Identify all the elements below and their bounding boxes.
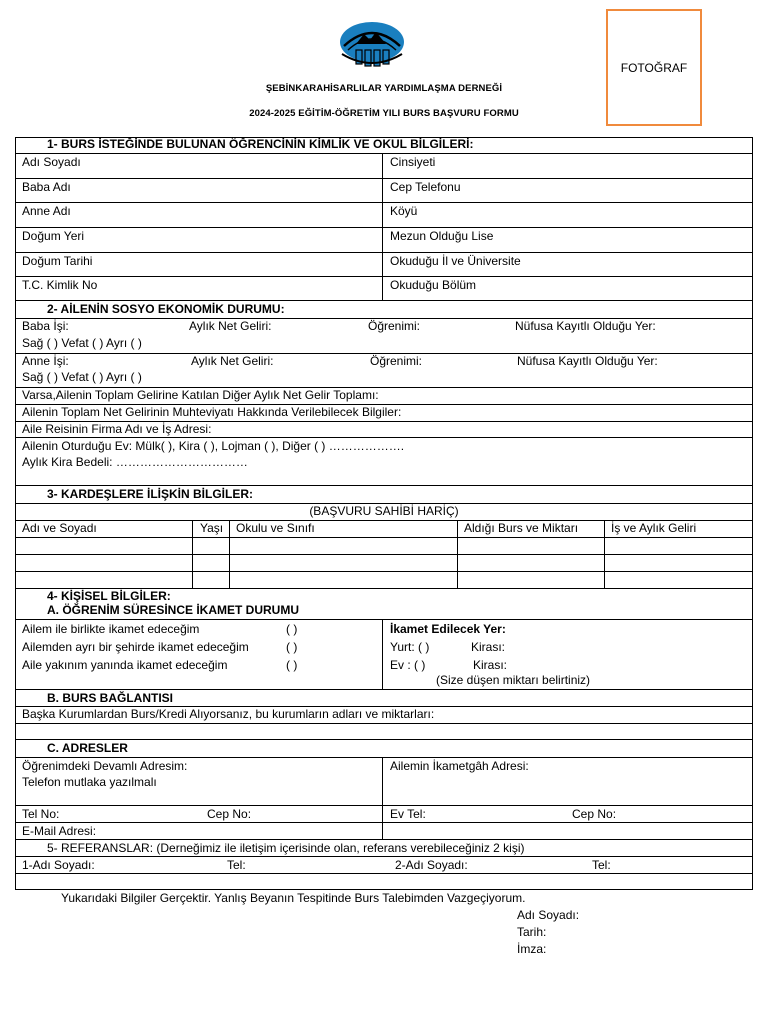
s5-title: 5- REFERANSLAR: (Derneğimiz ile iletişim içerisinde olan, referans verebileceğiniz 2 kişi) bbox=[47, 841, 525, 855]
income-info-row[interactable] bbox=[15, 404, 753, 421]
cep-label: Cep No: bbox=[207, 807, 252, 821]
mother-income-label: Aylık Net Geliri: bbox=[191, 354, 274, 368]
father-education-label: Öğrenimi: bbox=[368, 319, 421, 333]
residence-options: Ailenin Oturduğu Ev: Mülk( ), Kira ( ), Lojman ( ), Diğer ( ) ………………. bbox=[22, 439, 405, 453]
opt-with-relative-check[interactable]: ( ) bbox=[286, 658, 298, 672]
s4a-title-row bbox=[15, 604, 753, 619]
cep2-label: Cep No: bbox=[572, 807, 617, 821]
dorm-rent-label: Kirası: bbox=[471, 640, 506, 654]
photo-label: FOTOĞRAF bbox=[620, 60, 688, 75]
income-info-label: Ailenin Toplam Net Gelirinin Muhteviyatı Hakkında Verilebilecek Bilgiler: bbox=[22, 405, 402, 419]
father-status-options: Sağ ( ) Vefat ( ) Ayrı ( ) bbox=[22, 336, 142, 350]
sibling-row[interactable] bbox=[15, 537, 753, 554]
phone-row[interactable] bbox=[15, 805, 753, 822]
father-registry-label: Nüfusa Kayıtlı Olduğu Yer: bbox=[515, 319, 656, 333]
house-rent-label: Kirası: bbox=[473, 658, 508, 672]
residence-status-block[interactable] bbox=[15, 619, 753, 689]
mother-registry-label: Nüfusa Kayıtlı Olduğu Yer: bbox=[517, 354, 658, 368]
mother-job-label: Anne İşi: bbox=[22, 354, 69, 368]
sibling-row[interactable] bbox=[15, 571, 753, 588]
tel-label: Tel No: bbox=[22, 807, 60, 821]
s1-label: Baba Adı bbox=[22, 180, 71, 194]
opt-with-family-check[interactable]: ( ) bbox=[286, 622, 298, 636]
date-label: Tarih: bbox=[517, 925, 547, 939]
s1-label: Mezun Olduğu Lise bbox=[390, 229, 494, 243]
reference-blank-row[interactable] bbox=[15, 873, 753, 890]
s1-title-row bbox=[15, 137, 753, 153]
s1-label: Doğum Yeri bbox=[22, 229, 85, 243]
dorm-option[interactable]: Yurt: ( ) bbox=[390, 640, 430, 654]
s1-row[interactable] bbox=[15, 153, 753, 178]
head-address-row[interactable] bbox=[15, 421, 753, 437]
s2-title: 2- AİLENİN SOSYO EKONOMİK DURUMU: bbox=[47, 302, 285, 316]
association-logo-icon bbox=[338, 20, 406, 72]
phone-required-note: Telefon mutlaka yazılmalı bbox=[22, 775, 157, 789]
s3-subtitle-row bbox=[15, 503, 753, 520]
opt-with-family: Ailem ile birlikte ikamet edeceğim bbox=[22, 622, 200, 636]
scholarship-label: Başka Kurumlardan Burs/Kredi Alıyorsanız, bu kurumların adları ve miktarları: bbox=[22, 707, 435, 721]
org-name: ŞEBİNKARAHİSARLILAR YARDIMLAŞMA DERNEĞİ bbox=[265, 83, 503, 94]
s1-label: Anne Adı bbox=[22, 204, 71, 218]
s1-row[interactable] bbox=[15, 276, 753, 300]
other-income-label: Varsa,Ailenin Toplam Gelirine Katılan Diğer Aylık Net Gelir Toplamı: bbox=[22, 388, 379, 402]
father-income-label: Aylık Net Geliri: bbox=[189, 319, 272, 333]
home-tel-label: Ev Tel: bbox=[390, 807, 426, 821]
s4b-title-row bbox=[15, 689, 753, 706]
s4-title: 4- KİŞİSEL BİLGİLER: bbox=[47, 589, 171, 603]
declaration: Yukarıdaki Bilgiler Gerçektir. Yanlış Beyanın Tespitinde Burs Talebimden Vazgeçiyorum. bbox=[61, 891, 526, 905]
s1-label: Okuduğu Bölüm bbox=[390, 278, 477, 292]
mother-education-label: Öğrenimi: bbox=[370, 354, 423, 368]
s4-title-row bbox=[15, 588, 753, 604]
s1-row[interactable] bbox=[15, 252, 753, 276]
siblings-header-row bbox=[15, 520, 753, 537]
father-job-label: Baba İşi: bbox=[22, 319, 69, 333]
s1-label: Cinsiyeti bbox=[390, 155, 436, 169]
application-form bbox=[15, 137, 753, 890]
address-row[interactable] bbox=[15, 757, 753, 805]
opt-separate-city: Ailemden ayrı bir şehirde ikamet edeceğim bbox=[22, 640, 249, 654]
other-income-row[interactable] bbox=[15, 387, 753, 404]
s1-row[interactable] bbox=[15, 227, 753, 252]
rent-label: Aylık Kira Bedeli: …………………………… bbox=[22, 455, 248, 469]
signature-label: İmza: bbox=[517, 942, 547, 956]
s1-label: Köyü bbox=[390, 204, 418, 218]
email-label: E-Mail Adresi: bbox=[22, 824, 97, 838]
house-option[interactable]: Ev : ( ) bbox=[390, 658, 426, 672]
mother-row[interactable] bbox=[15, 353, 753, 387]
s1-label: Cep Telefonu bbox=[390, 180, 461, 194]
scholarship-row[interactable] bbox=[15, 706, 753, 723]
father-row[interactable] bbox=[15, 318, 753, 353]
ref2-tel-label: Tel: bbox=[592, 858, 611, 872]
mother-status-options: Sağ ( ) Vefat ( ) Ayrı ( ) bbox=[22, 370, 142, 384]
sibling-row[interactable] bbox=[15, 554, 753, 571]
form-title: 2024-2025 EĞİTİM-ÖĞRETİM YILI BURS BAŞVURU FORMU bbox=[249, 108, 519, 119]
s1-row[interactable] bbox=[15, 178, 753, 202]
family-address-label: Ailemin İkametgâh Adresi: bbox=[390, 759, 529, 773]
scholarship-blank-row[interactable] bbox=[15, 723, 753, 739]
email-row[interactable] bbox=[15, 822, 753, 839]
col-scholarship: Aldığı Burs ve Miktarı bbox=[464, 521, 579, 535]
residence-row[interactable] bbox=[15, 437, 753, 485]
s3-title: 3- KARDEŞLERE İLİŞKİN BİLGİLER: bbox=[47, 487, 254, 501]
ref1-tel-label: Tel: bbox=[227, 858, 246, 872]
reference-row[interactable] bbox=[15, 856, 753, 873]
col-age: Yaşı bbox=[200, 521, 224, 535]
s1-label: T.C. Kimlik No bbox=[22, 278, 98, 292]
col-job-income: İş ve Aylık Geliri bbox=[611, 521, 697, 535]
s4b-title: B. BURS BAĞLANTISI bbox=[47, 691, 173, 705]
s1-label: Okuduğu İl ve Üniversite bbox=[390, 254, 521, 268]
signer-name-label: Adı Soyadı: bbox=[517, 908, 580, 922]
s4c-title-row bbox=[15, 739, 753, 757]
s4a-title: A. ÖĞRENİM SÜRESİNCE İKAMET DURUMU bbox=[47, 603, 300, 617]
head-address-label: Aile Reisinin Firma Adı ve İş Adresi: bbox=[22, 422, 212, 436]
ref1-name-label: 1-Adı Soyadı: bbox=[22, 858, 95, 872]
s1-label: Adı Soyadı bbox=[22, 155, 81, 169]
s3-subtitle: (BAŞVURU SAHİBİ HARİÇ) bbox=[309, 504, 459, 518]
s1-title: 1- BURS İSTEĞİNDE BULUNAN ÖĞRENCİNİN KİMLİK VE OKUL BİLGİLERİ: bbox=[47, 137, 474, 151]
ref2-name-label: 2-Adı Soyadı: bbox=[395, 858, 468, 872]
s5-title-row bbox=[15, 839, 753, 856]
s2-title-row bbox=[15, 300, 753, 318]
s3-title-row bbox=[15, 485, 753, 503]
opt-with-relative: Aile yakınım yanında ikamet edeceğim bbox=[22, 658, 228, 672]
col-school: Okulu ve Sınıfı bbox=[236, 521, 315, 535]
s4c-title: C. ADRESLER bbox=[47, 741, 128, 755]
opt-separate-city-check[interactable]: ( ) bbox=[286, 640, 298, 654]
where-title: İkamet Edilecek Yer: bbox=[390, 622, 506, 636]
share-note: (Size düşen miktarı belirtiniz) bbox=[436, 673, 591, 687]
col-name: Adı ve Soyadı bbox=[22, 521, 97, 535]
s1-label: Doğum Tarihi bbox=[22, 254, 93, 268]
student-address-label: Öğrenimdeki Devamlı Adresim: bbox=[22, 759, 188, 773]
s1-row[interactable] bbox=[15, 202, 753, 227]
